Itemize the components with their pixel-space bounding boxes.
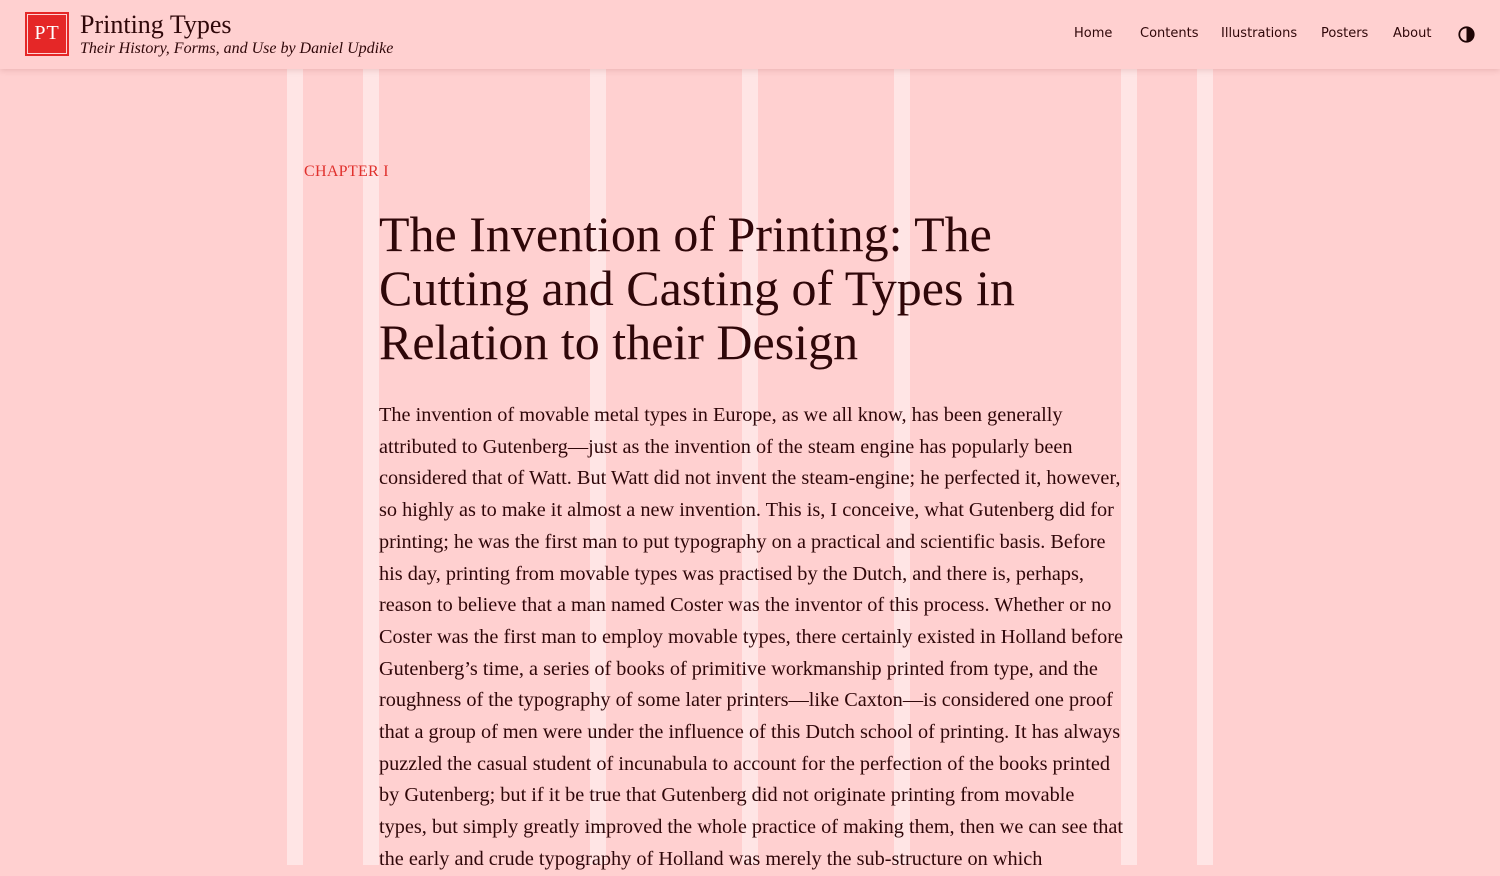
nav-posters-link[interactable]: Posters <box>1321 26 1369 41</box>
site-header <box>0 0 1500 69</box>
nav-illustrations-link[interactable]: Illustrations <box>1221 26 1298 41</box>
chapter-title: The Invention of Printing: The Cutting and Casting of Types in Relation to their Design <box>379 206 1015 370</box>
theme-toggle-button[interactable] <box>1458 26 1475 43</box>
contrast-icon <box>1458 26 1475 43</box>
nav-contents-link[interactable]: Contents <box>1140 26 1199 41</box>
logo-text: PT <box>34 22 60 44</box>
site-title: Printing Types <box>80 10 232 39</box>
logo <box>25 12 69 56</box>
nav-about-link[interactable]: About <box>1393 26 1432 41</box>
chapter-label: CHAPTER I <box>304 163 389 180</box>
nav-home-link[interactable]: Home <box>1074 26 1113 41</box>
chapter-paragraph: The invention of movable metal types in Europe, as we all know, has been generally attributed to Gutenberg—just as the invention of the steam engine has popularly been considered that of Watt. But Watt did not invent the steam-engine; he perfected it, however, so highly as to make it almost a new invention. This is, I conceive, what Gutenberg did for printing; he was the first man to put typography on a practical and scientific basis. Before his day, printing from movable types was practised by the Dutch, and there is, perhaps, reason to believe that a man named Coster was the inventor of this process. Whether or no Coster was the first man to employ movable types, there certainly existed in Holland before Gutenberg’s time, a series of books of primitive workmanship printed from type, and the roughness of the typography of some later printers—like Caxton—is considered one proof that a group of men were under the influence of this Dutch school of printing. It has always puzzled the casual student of incunabula to account for the perfection of the books printed by Gutenberg; but if it be true that Gutenberg did not originate printing from movable types, but simply greatly improved the whole practice of making them, then we can see that the early and crude typography of Holland was merely the sub-structure on which <box>379 404 1123 870</box>
brand-text <box>80 12 393 58</box>
site-subtitle: Their History, Forms, and Use by Daniel Updike <box>80 40 394 57</box>
home-brand-link[interactable] <box>25 12 393 58</box>
